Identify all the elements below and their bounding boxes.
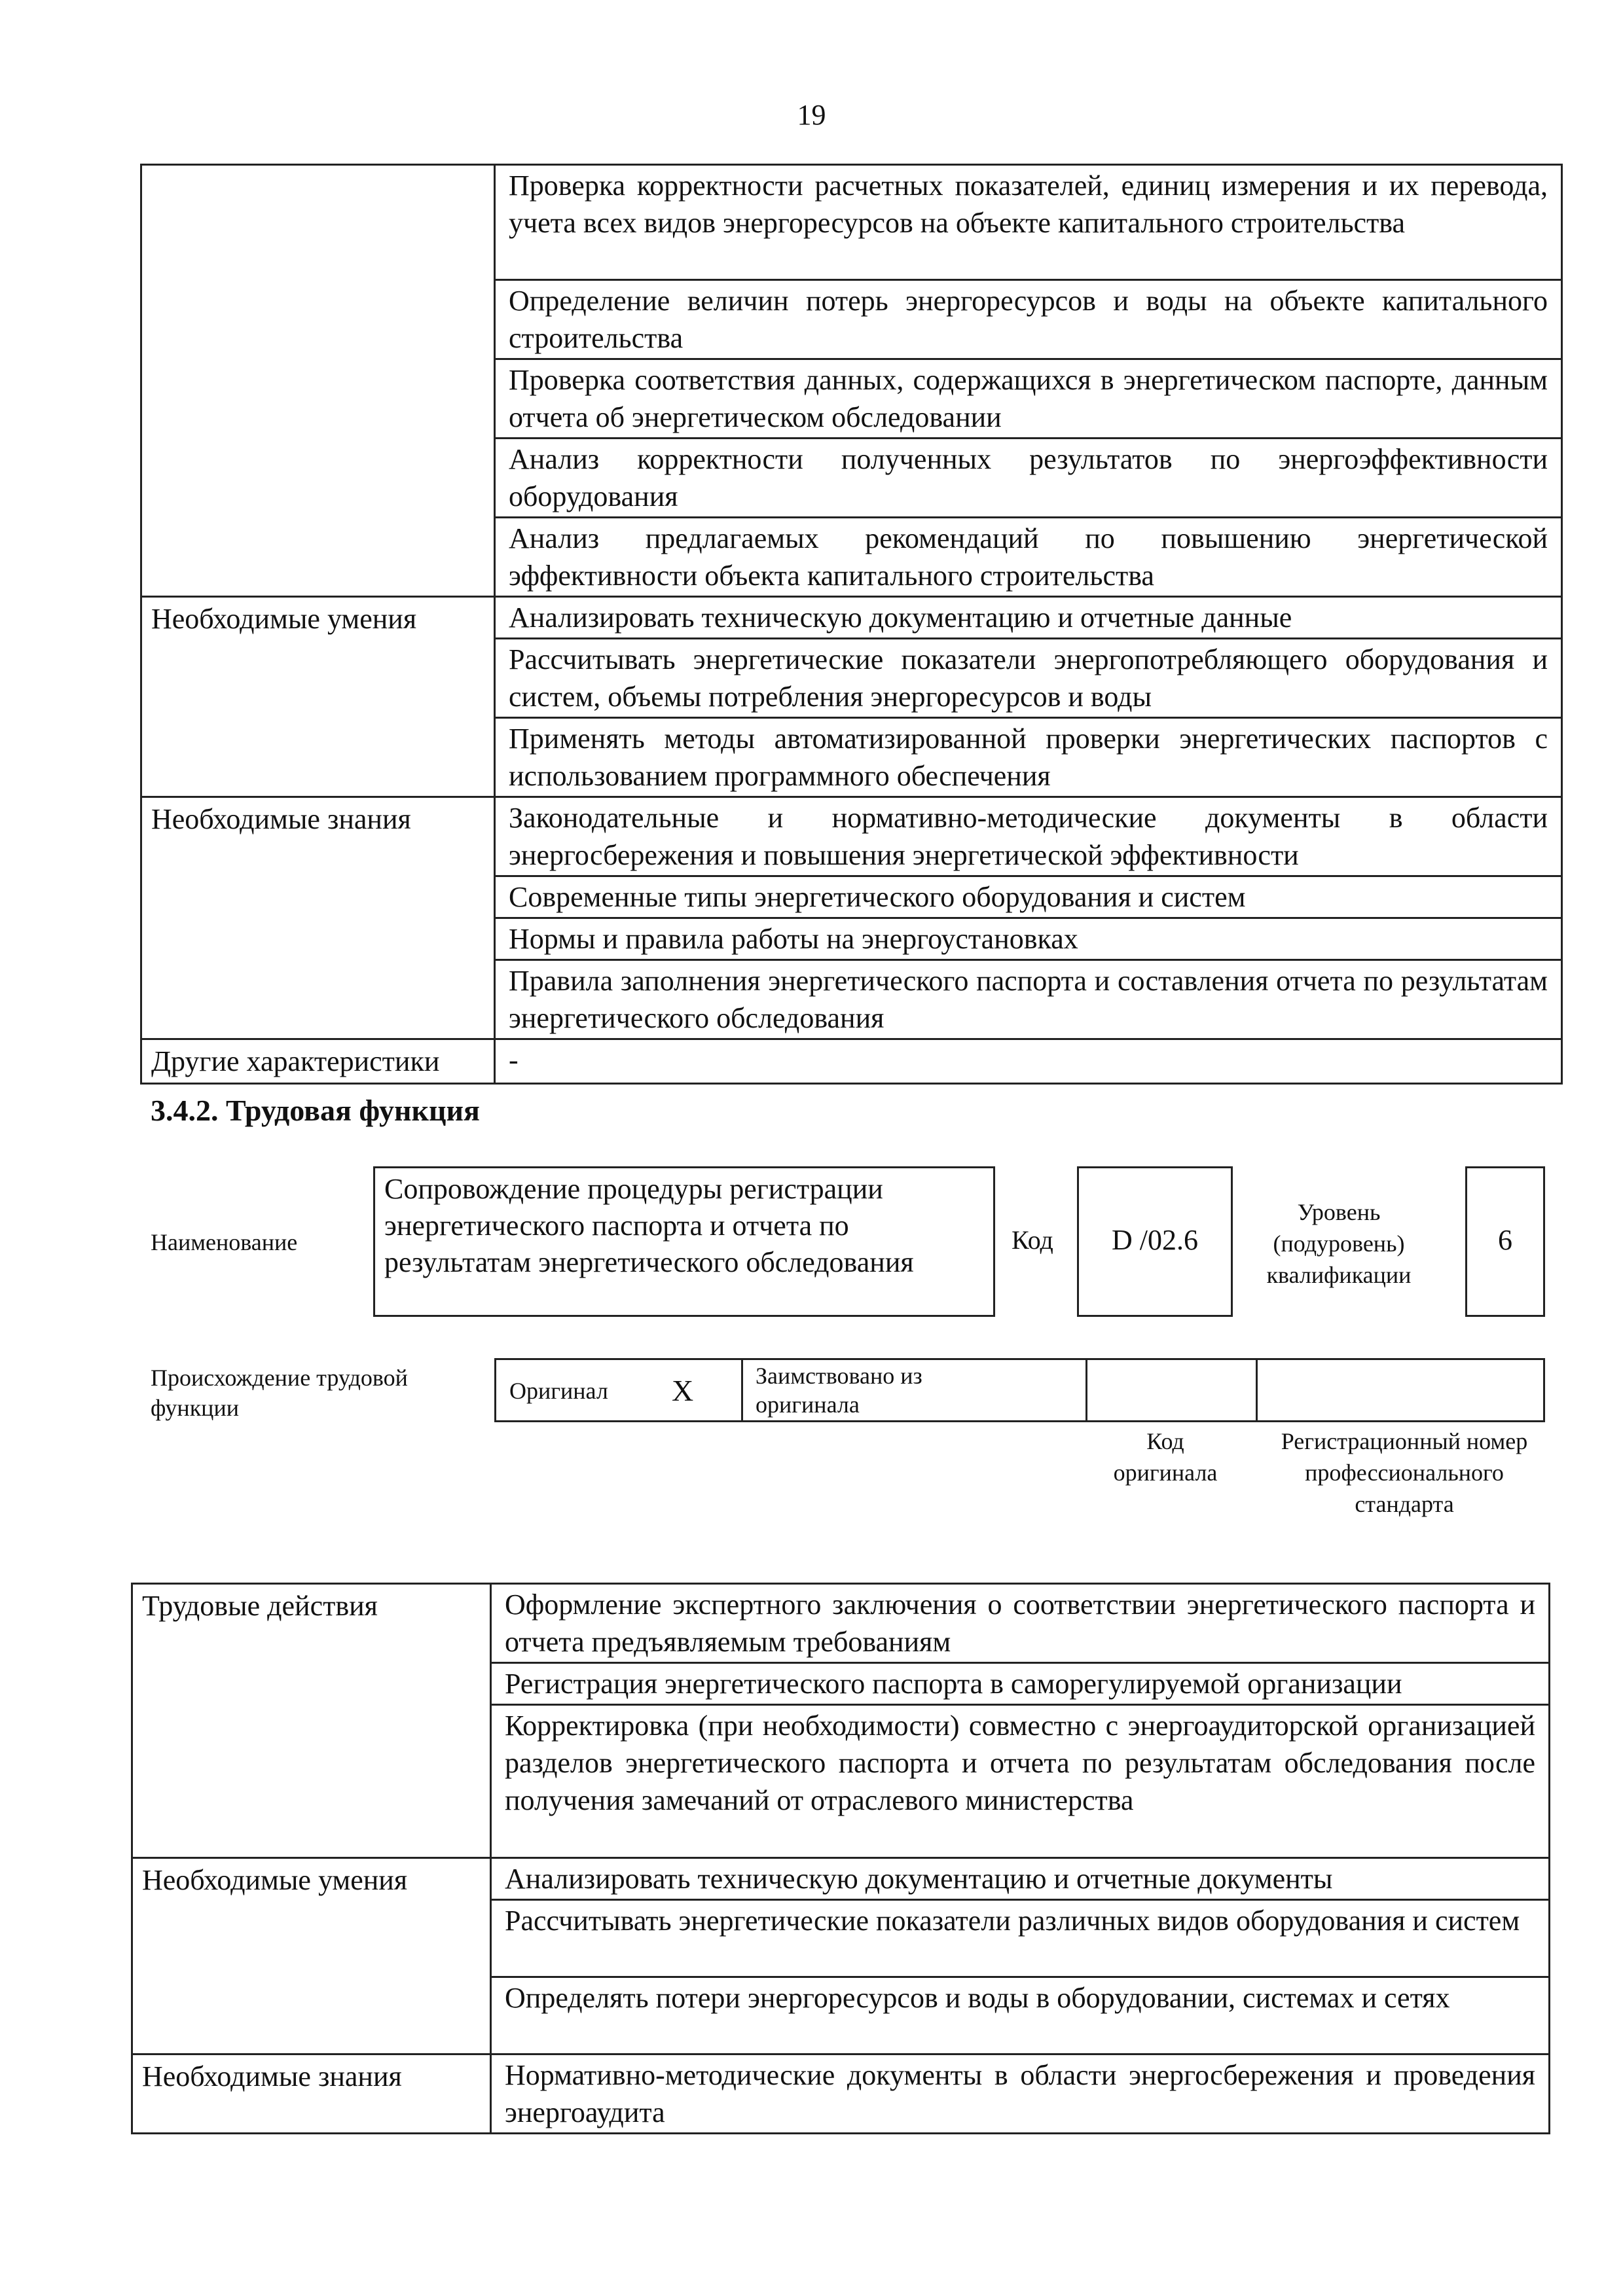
table-cell: Анализировать техническую документацию и отчетные данные <box>495 597 1562 639</box>
function-name-value: Сопровождение процедуры регистрации энергетического паспорта и отчета по результатам энергетического обследования <box>384 1173 914 1278</box>
table-cell: Анализ предлагаемых рекомендаций по повышению энергетической эффективности объекта капитального строительства <box>495 518 1562 597</box>
function-name-box <box>373 1166 995 1317</box>
table-cell: Анализ корректности полученных результатов по энергоэффективности оборудования <box>495 439 1562 518</box>
borrowed-label: Заимствовано из оригинала <box>756 1363 922 1418</box>
code-value: D /02.6 <box>1112 1224 1198 1256</box>
origin-divider <box>741 1360 743 1420</box>
table-cell: Нормативно-методические документы в области энергосбережения и проведения энергоаудита <box>491 2054 1550 2134</box>
name-label: Наименование <box>151 1229 298 1255</box>
reg-number-caption: Регистрационный номер профессионального стандарта <box>1281 1428 1528 1517</box>
section-heading: 3.4.2. Трудовая функция <box>151 1094 480 1127</box>
table-cell: Законодательные и нормативно-методические документы в области энергосбережения и повышения энергетической эффективности <box>495 797 1562 876</box>
table-cell: Рассчитывать энергетические показатели различных видов оборудования и систем <box>491 1900 1550 1977</box>
table-cell: Оформление экспертного заключения о соответствии энергетического паспорта и отчета предъявляемым требованиям <box>491 1584 1550 1663</box>
origin-divider <box>1256 1360 1258 1420</box>
origin-code-caption: Код оригинала <box>1113 1428 1218 1486</box>
table-row <box>141 1039 1562 1084</box>
table-row <box>141 597 1562 639</box>
row-label <box>141 165 495 597</box>
table-row <box>132 2054 1550 2134</box>
table-cell: Корректировка (при необходимости) совместно с энергоаудиторской организацией разделов энергетического паспорта и отчета по результатам обследования после получения замечаний от отраслевого министерства <box>491 1705 1550 1858</box>
table-cell: Определение величин потерь энергоресурсов и воды на объекте капитального строительства <box>495 280 1562 359</box>
row-label-skills: Необходимые умения <box>132 1858 491 2054</box>
table-cell: Современные типы энергетического оборудования и систем <box>495 876 1562 918</box>
table-row <box>132 1584 1550 1663</box>
level-label: Уровень (подуровень) квалификации <box>1266 1199 1412 1288</box>
table-cell: Рассчитывать энергетические показатели энергопотребляющего оборудования и систем, объемы потребления энергоресурсов и воды <box>495 639 1562 718</box>
original-label: Оригинал <box>509 1378 608 1404</box>
level-box <box>1465 1166 1545 1317</box>
table-cell: Проверка соответствия данных, содержащихся в энергетическом паспорте, данным отчета об энергетическом обследовании <box>495 359 1562 439</box>
table-cell: Применять методы автоматизированной проверки энергетических паспортов с использованием программного обеспечения <box>495 718 1562 797</box>
bottom-competency-table <box>131 1583 1550 2134</box>
top-competency-table <box>140 164 1563 1085</box>
table-row <box>141 165 1562 280</box>
table-row <box>141 797 1562 876</box>
page-number: 19 <box>797 99 826 131</box>
table-cell: Проверка корректности расчетных показателей, единиц измерения и их перевода, учета всех видов энергоресурсов на объекте капитального строительства <box>495 165 1562 280</box>
original-mark: X <box>672 1374 694 1407</box>
row-label-other: Другие характеристики <box>141 1039 495 1084</box>
table-cell: Определять потери энергоресурсов и воды в оборудовании, системах и сетях <box>491 1977 1550 2054</box>
row-label-knowledge: Необходимые знания <box>132 2054 491 2134</box>
origin-divider <box>1085 1360 1087 1420</box>
row-label-skills: Необходимые умения <box>141 597 495 797</box>
row-label-actions: Трудовые действия <box>132 1584 491 1858</box>
origin-row <box>494 1358 1545 1422</box>
table-cell: Нормы и правила работы на энергоустановках <box>495 918 1562 960</box>
level-value: 6 <box>1498 1224 1512 1256</box>
table-cell: Анализировать техническую документацию и отчетные документы <box>491 1858 1550 1900</box>
row-label-knowledge: Необходимые знания <box>141 797 495 1039</box>
code-label: Код <box>1012 1225 1053 1255</box>
table-row <box>132 1858 1550 1900</box>
table-cell: - <box>495 1039 1562 1084</box>
table-cell: Регистрация энергетического паспорта в саморегулируемой организации <box>491 1663 1550 1705</box>
table-cell: Правила заполнения энергетического паспорта и составления отчета по результатам энергетического обследования <box>495 960 1562 1039</box>
origin-label: Происхождение трудовой функции <box>151 1365 408 1421</box>
code-box <box>1077 1166 1233 1317</box>
